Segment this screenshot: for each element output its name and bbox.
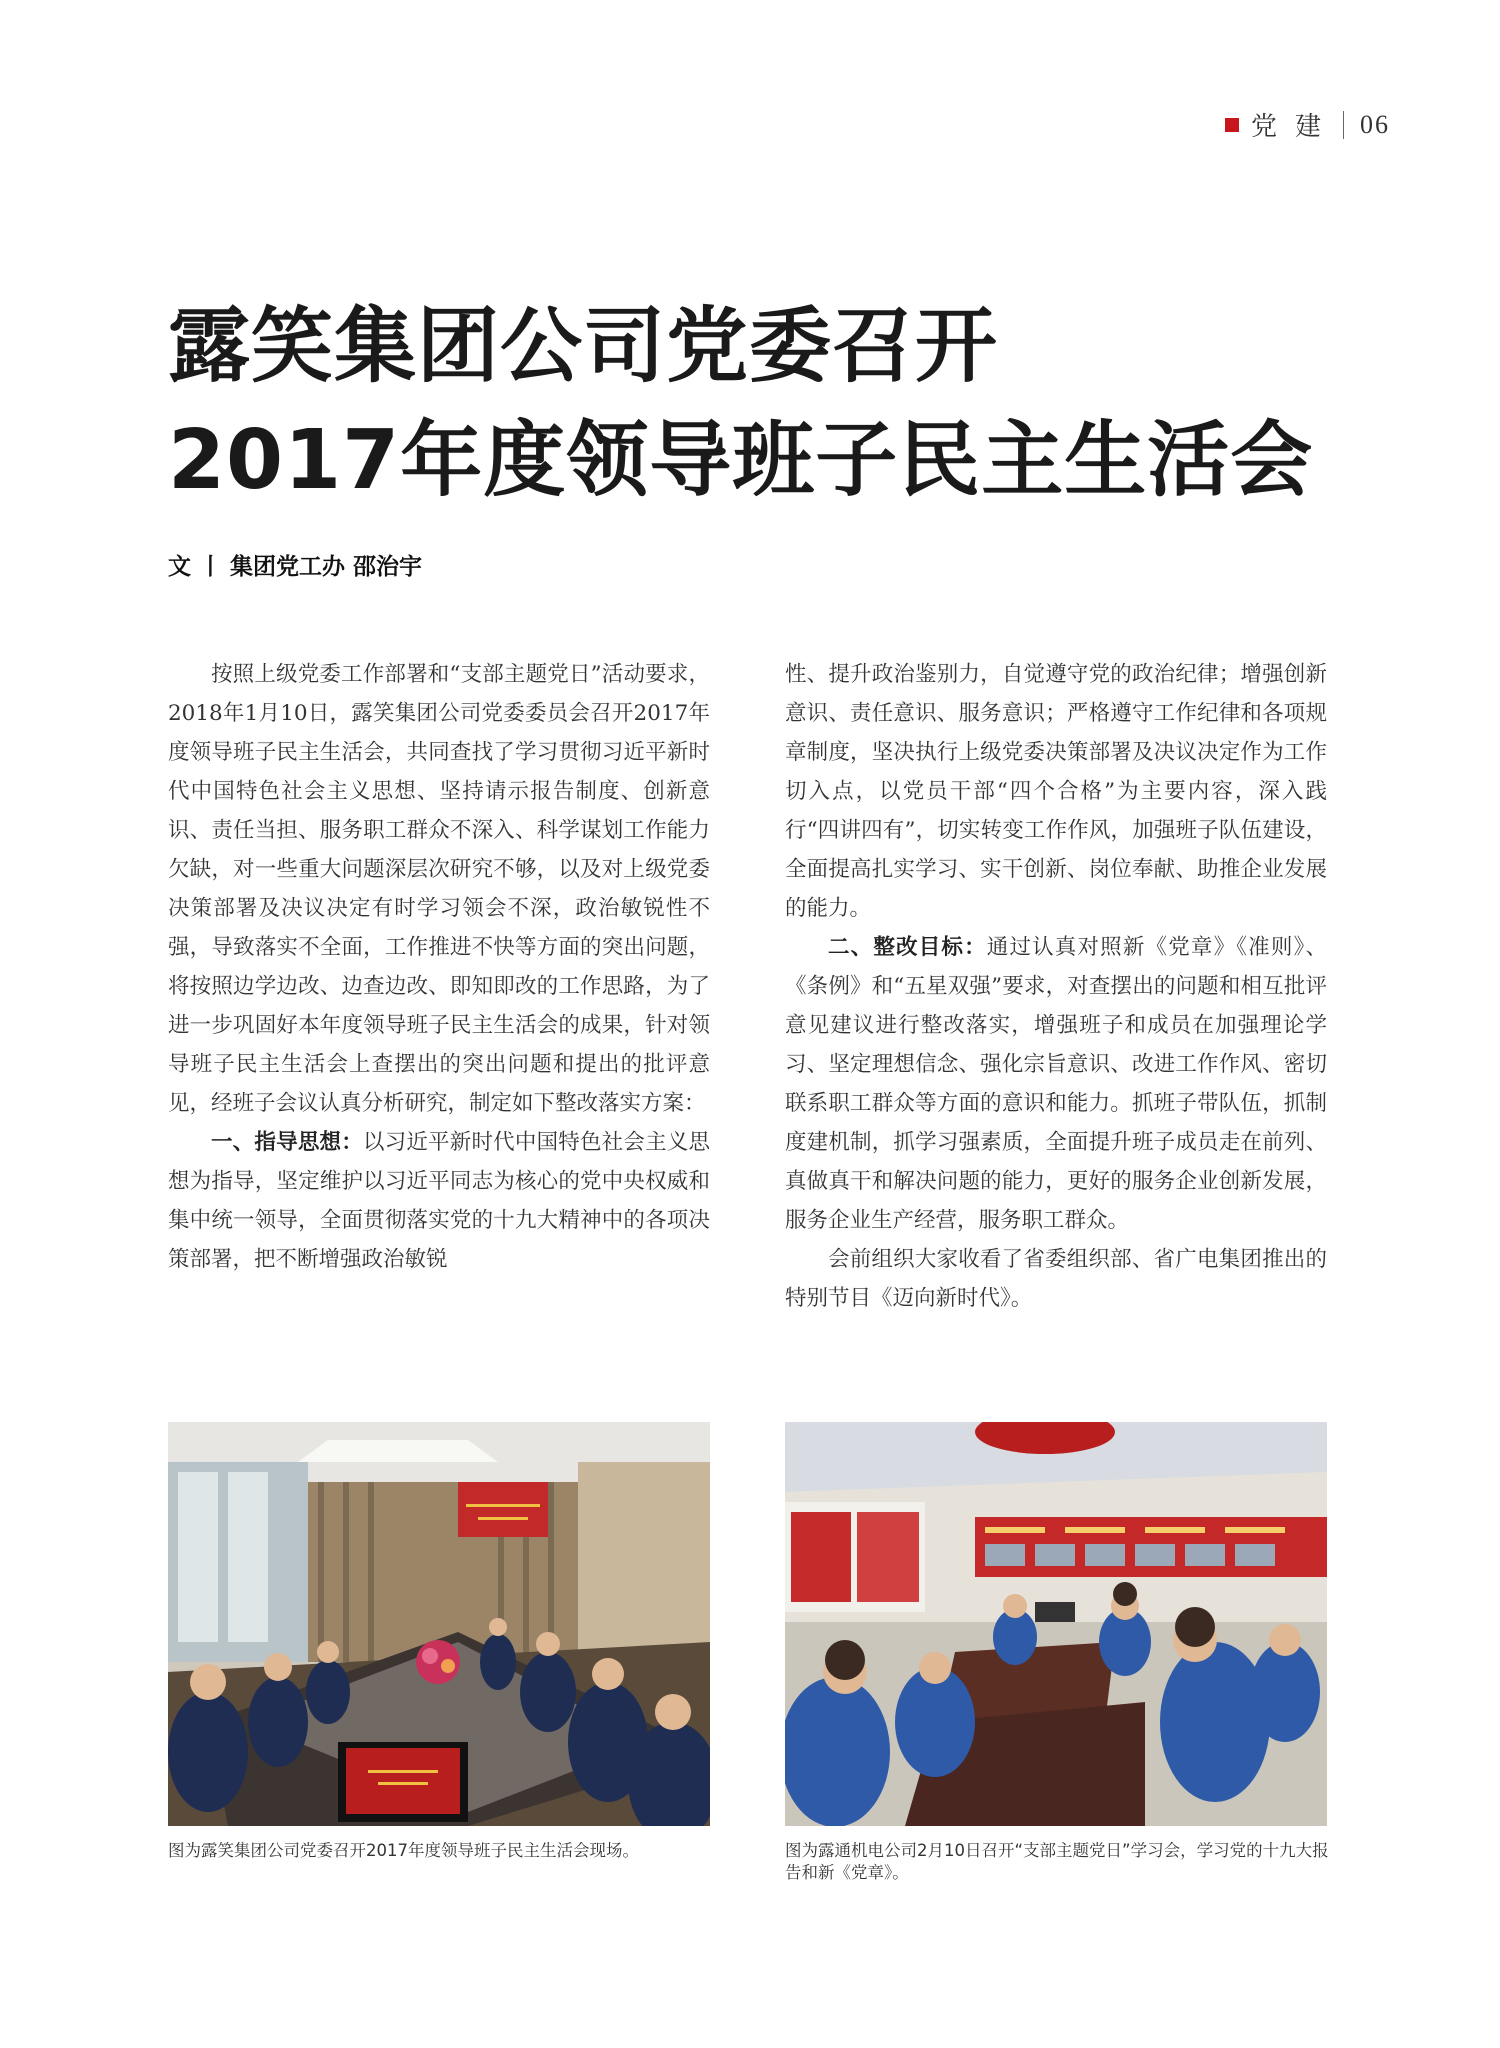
article-title bbox=[168, 290, 1388, 518]
paragraph-text: 以习近平新时代中国特色社会主义思想为指导，坚定维护以习近平同志为核心的党中央权威和集中统一领导，全面贯彻落实党的十九大精神中的各项决策部署，把不断增强政治敏锐 bbox=[168, 1130, 710, 1272]
page-number: 06 bbox=[1360, 109, 1390, 139]
meeting-photo-right bbox=[785, 1422, 1327, 1826]
title-line-1: 露笑集团公司党委召开 bbox=[168, 299, 999, 394]
page-header bbox=[1225, 106, 1390, 143]
right-column bbox=[785, 655, 1327, 1318]
meeting-photo-left bbox=[168, 1422, 710, 1826]
section-heading: 二、整改目标： bbox=[828, 935, 987, 960]
title-line-2: 2017年度领导班子民主生活会 bbox=[168, 413, 1314, 508]
section-heading: 一、指导思想： bbox=[211, 1130, 363, 1155]
section-label: 党建 bbox=[1250, 112, 1339, 142]
photo-caption-right: 图为露通机电公司2月10日召开“支部主题党日”学习会，学习党的十九大报告和新《党章》。 bbox=[785, 1841, 1329, 1882]
paragraph bbox=[785, 928, 1327, 1240]
paragraph: 会前组织大家收看了省委组织部、省广电集团推出的特别节目《迈向新时代》。 bbox=[785, 1247, 1327, 1311]
paragraph bbox=[168, 1123, 710, 1279]
paragraph: 按照上级党委工作部署和“支部主题党日”活动要求，2018年1月10日，露笑集团公司党委委员会召开2017年度领导班子民主生活会，共同查找了学习贯彻习近平新时代中国特色社会主义思想、坚持请示报告制度、创新意识、责任当担、服务职工群众不深入、科学谋划工作能力欠缺，对一些重大问题深层次研究不够，以及对上级党委决策部署及决议决定有时学习领会不深，政治敏锐性不强，导致落实不全面，工作推进不快等方面的突出问题，将按照边学边改、边查边改、即知即改的工作思路，为了进一步巩固好本年度领导班子民主生活会的成果，针对领导班子民主生活会上查摆出的突出问题和提出的批评意见，经班子会议认真分析研究，制定如下整改落实方案： bbox=[168, 662, 710, 1116]
byline: 文 丨 集团党工办 邵治宇 bbox=[168, 554, 423, 580]
left-column bbox=[168, 655, 710, 1279]
paragraph-text: 通过认真对照新《党章》《准则》、《条例》和“五星双强”要求，对查摆出的问题和相互批评意见建议进行整改落实，增强班子和成员在加强理论学习、坚定理想信念、强化宗旨意识、改进工作作风、密切联系职工群众等方面的意识和能力。抓班子带队伍，抓制度建机制，抓学习强素质，全面提升班子成员走在前列、真做真干和解决问题的能力，更好的服务企业创新发展，服务企业生产经营，服务职工群众。 bbox=[785, 935, 1327, 1233]
paragraph: 性、提升政治鉴别力，自觉遵守党的政治纪律；增强创新意识、责任意识、服务意识；严格遵守工作纪律和各项规章制度，坚决执行上级党委决策部署及决议决定作为工作切入点，以党员干部“四个合格”为主要内容，深入践行“四讲四有”，切实转变工作作风，加强班子队伍建设，全面提高扎实学习、实干创新、岗位奉献、助推企业发展的能力。 bbox=[785, 662, 1327, 921]
header-divider bbox=[1343, 111, 1344, 139]
section-marker bbox=[1225, 118, 1239, 132]
photo-caption-left: 图为露笑集团公司党委召开2017年度领导班子民主生活会现场。 bbox=[168, 1841, 639, 1860]
